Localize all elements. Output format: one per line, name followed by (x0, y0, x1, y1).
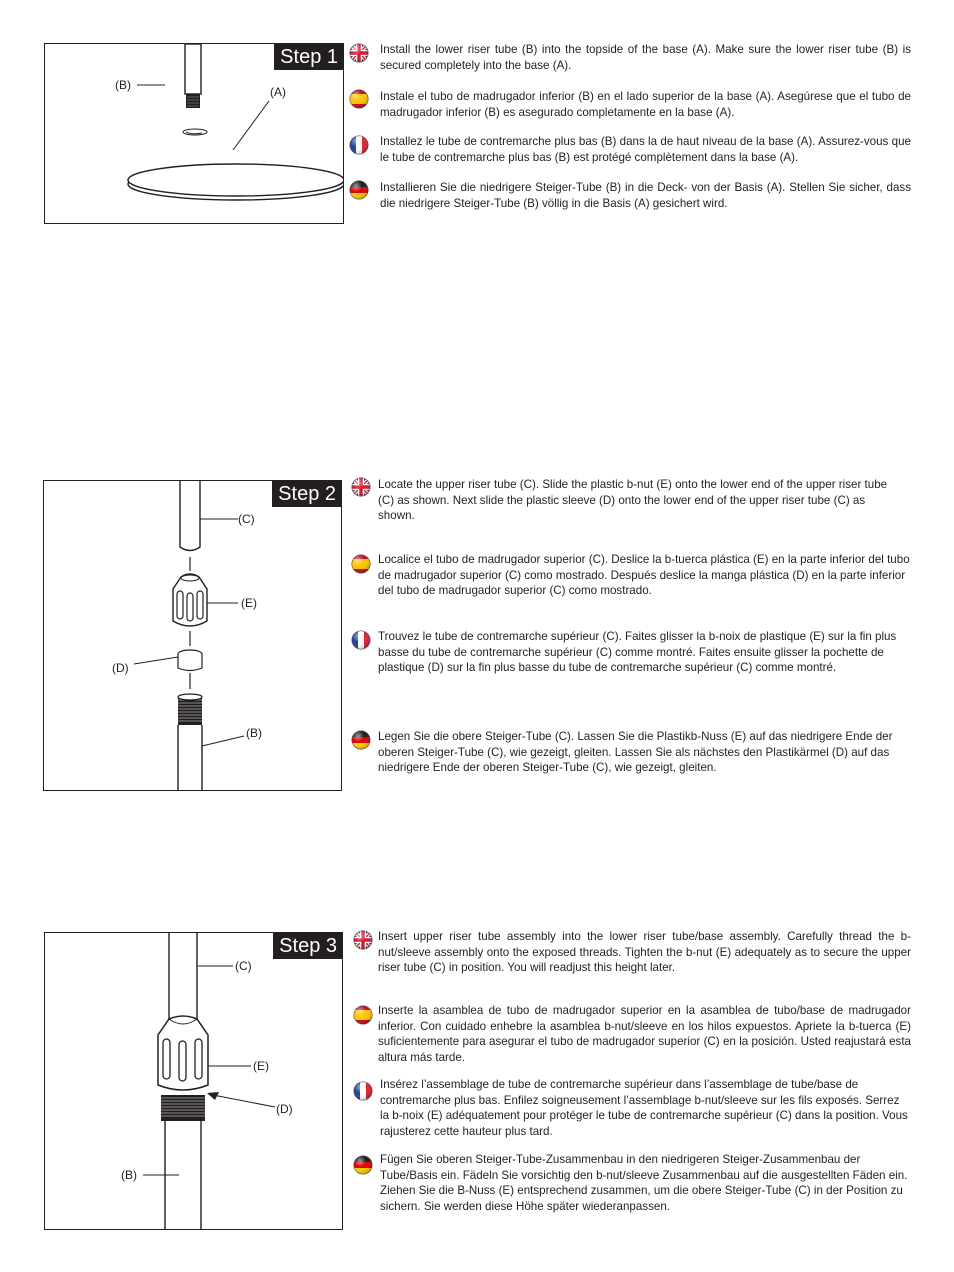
step-2-text-de: Legen Sie die obere Steiger-Tube (C). Lassen Sie die Plastikb-Nuss (E) auf das niedrigere Ende der oberen Steiger-Tube (C), wie gezeigt, gleiten. Lassen Sie als nächstes den Plastikärmel (D) auf das niedrigere Ende der oberen Steiger-Tube (C), wie gezeigt, gleiten. (378, 730, 893, 775)
label-a: (A) (270, 85, 286, 99)
step-3-text-es: Inserte la asamblea de tubo de madrugador superior en la asamblea de tubo/base de madrugador inferior. Con cuidado enhebre la asamblea b-nut/sleeve en los hilos expuestos. Apriete la b-tuerca (E) suficientemente para asegurar el tubo de madrugador superior (C) en la posición. Usted reajustará esta altura más tarde. (378, 1004, 911, 1064)
tube-nut-sleeve-drawing (44, 481, 342, 791)
germany-flag-icon (349, 180, 369, 200)
label-b: (B) (246, 726, 262, 740)
step-1-illustration (44, 43, 344, 224)
germany-flag-icon (353, 1155, 373, 1175)
base-and-lower-tube-drawing (45, 44, 344, 224)
france-flag-icon (353, 1081, 373, 1101)
uk-flag-icon (349, 43, 369, 63)
step-1-text-fr: Installez le tube de contremarche plus bas (B) dans la de haut niveau de la base (A). Assurez-vous que le tube de contremarche plus bas (B) est protégé complètement dans la base (A). (380, 135, 911, 164)
step-2-title: Step 2 (272, 481, 341, 507)
step-1-text-en: Install the lower riser tube (B) into the topside of the base (A). Make sure the lower riser tube (B) is secured completely into the base (A). (380, 43, 911, 72)
label-d: (D) (112, 661, 129, 675)
step-2-illustration (43, 480, 342, 791)
germany-flag-icon (351, 730, 371, 750)
step-1-title: Step 1 (274, 44, 343, 70)
assembled-tube-drawing (45, 933, 343, 1230)
label-d: (D) (276, 1102, 293, 1116)
france-flag-icon (351, 630, 371, 650)
step-2-text-es: Localice el tubo de madrugador superior (C). Deslice la b-tuerca plástica (E) en la parte inferior del tubo de madrugador superior (C) como mostrado. Después deslice la manga plástica (D) en la parte inferior del tubo de madrugador superior (C) como mostrado. (378, 553, 910, 598)
step-2-text-fr: Trouvez le tube de contremarche supérieur (C). Faites glisser la b-noix de plastique (E) sur la fin plus basse du tube de contremarche supérieur (C) comme montré. Faites ensuite glisser la pochette de plastique (D) sur la fin plus basse du tube de contremarche supérieur (C) comme montré. (378, 630, 897, 675)
uk-flag-icon (351, 477, 371, 497)
step-3-text-fr: Insérez l’assemblage de tube de contremarche supérieur dans l’assemblage de tube/base de contremarche plus bas. Enfilez soigneusement l’assemblage b-nut/sleeve sur les fils exposés. Serrez la b-noix (E) adéquatement pour protéger le tube de contremarche supérieur (C) dans la position. Vous rajusterez cette hauteur plus tard. (380, 1078, 908, 1138)
france-flag-icon (349, 135, 369, 155)
step-2-text-en: Locate the upper riser tube (C). Slide the plastic b-nut (E) onto the lower end of the upper riser tube (C) as shown. Next slide the plastic sleeve (D) onto the lower end of the upper riser tube (C) as shown. (378, 478, 888, 523)
label-c: (C) (238, 512, 255, 526)
step-3-text-de: Fügen Sie oberen Steiger-Tube-Zusammenbau in den niedrigeren Steiger-Zusammenbau der Tube/Basis ein. Fädeln Sie vorsichtig den b-nut/sleeve Zusammenbau auf die ausgestellten Fäden ein. Ziehen Sie die B-Nuss (E) entsprechend zusammen, um die obere Steiger-Tube (C) in der Position zu sichern. Sie werden diese Höhe später wiederanpassen. (380, 1153, 908, 1213)
step-3-text-en: Insert upper riser tube assembly into the lower riser tube/base assembly. Carefully thread the b-nut/sleeve assembly onto the exposed threads. Tighten the b-nut (E) adequately as to secure the upper riser tube (C) in position. You will readjust this height later. (378, 930, 911, 975)
label-e: (E) (241, 596, 257, 610)
label-c: (C) (235, 959, 252, 973)
label-b: (B) (115, 78, 131, 92)
spain-flag-icon (349, 89, 369, 109)
step-1-text-es: Instale el tubo de madrugador inferior (B) en el lado superior de la base (A). Asegúrese que el tubo de madrugador inferior (B) es asegurado completamente en la base (A). (380, 90, 911, 119)
label-e: (E) (253, 1059, 269, 1073)
spain-flag-icon (353, 1005, 373, 1025)
step-3-illustration (44, 932, 343, 1230)
step-3-title: Step 3 (273, 933, 342, 959)
spain-flag-icon (351, 554, 371, 574)
uk-flag-icon (353, 930, 373, 950)
step-1-text-de: Installieren Sie die niedrigere Steiger-Tube (B) in die Deck- von der Basis (A). Stellen Sie sicher, dass die niedrigere Steiger-Tube (B) völlig in die Basis (A) gesichert wird. (380, 181, 911, 210)
label-b: (B) (121, 1168, 137, 1182)
